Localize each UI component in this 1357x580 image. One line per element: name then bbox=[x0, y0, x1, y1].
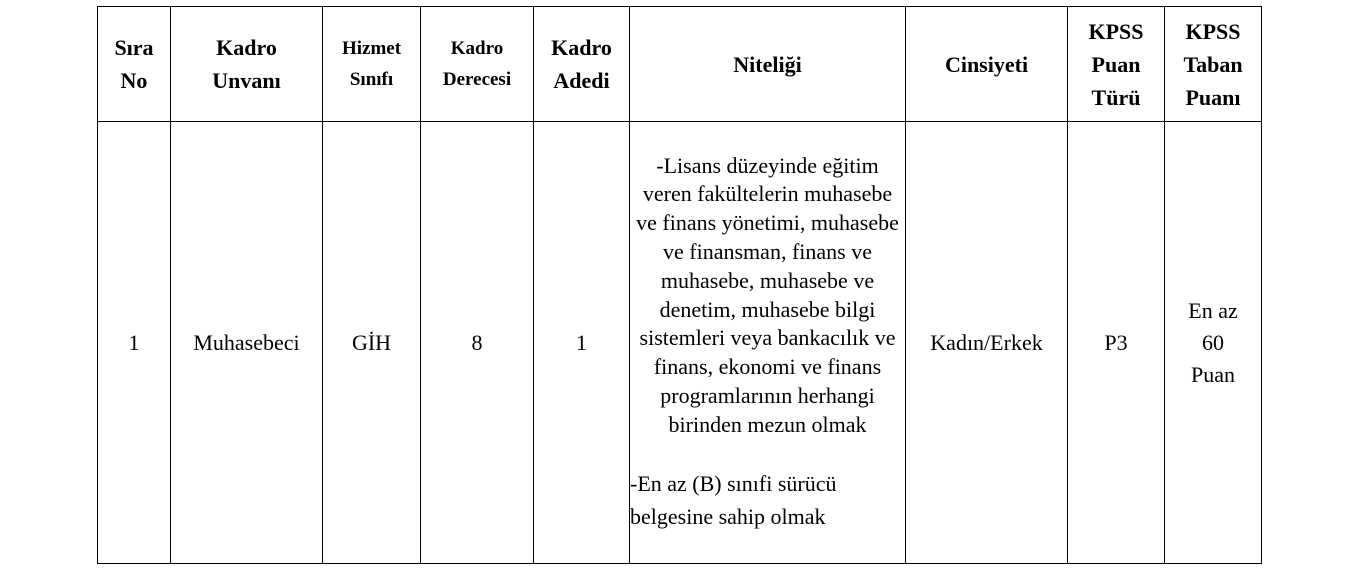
kadro-table bbox=[97, 6, 1262, 564]
cell-niteligi bbox=[630, 122, 906, 564]
header-sira-no bbox=[98, 7, 171, 122]
cell-cinsiyeti: Kadın/Erkek bbox=[906, 122, 1068, 564]
header-kadro-derecesi bbox=[421, 7, 534, 122]
header-kadro-adedi bbox=[534, 7, 630, 122]
cell-kpss-puan-turu: P3 bbox=[1068, 122, 1165, 564]
cell-kpss-taban-puani bbox=[1165, 122, 1262, 564]
header-hizmet-sinifi bbox=[323, 7, 421, 122]
header-kadro-adedi-text: Kadro Adedi bbox=[551, 35, 612, 93]
cell-kadro-unvani: Muhasebeci bbox=[171, 122, 323, 564]
header-niteligi: Niteliği bbox=[630, 7, 906, 122]
table-row bbox=[98, 122, 1262, 564]
cell-kadro-derecesi: 8 bbox=[421, 122, 534, 564]
niteligi-license-requirement: -En az (B) sınıfi sürücü belgesine sahip olmak bbox=[630, 471, 837, 530]
header-kadro-unvani bbox=[171, 7, 323, 122]
header-kpss-puan-turu bbox=[1068, 7, 1165, 122]
cell-sira-no: 1 bbox=[98, 122, 171, 564]
cell-hizmet-sinifi: GİH bbox=[323, 122, 421, 564]
header-kadro-unvani-text: Kadro Unvanı bbox=[212, 35, 281, 93]
header-sira-no-text: Sıra No bbox=[114, 35, 154, 93]
niteligi-education-requirement: -Lisans düzeyinde eğitim veren fakültelerin muhasebe ve finans yönetimi, muhasebe ve finansman, finans ve muhasebe, muhasebe ve denetim, muhasebe bilgi sistemleri veya bankacılık ve finans, ekonomi ve finans programlarının herhangi birinden mezun olmak bbox=[636, 152, 899, 437]
cell-kadro-adedi: 1 bbox=[534, 122, 630, 564]
table-header-row bbox=[98, 7, 1262, 122]
header-kpss-puan-turu-text: KPSS Puan Türü bbox=[1088, 18, 1144, 110]
header-kadro-derecesi-text: Kadro Derecesi bbox=[442, 38, 512, 90]
header-kpss-taban-puani-text: KPSS Taban Puanı bbox=[1183, 18, 1243, 110]
cell-kpss-taban-puani-text: En az 60 Puan bbox=[1188, 297, 1238, 387]
header-kpss-taban-puani bbox=[1165, 7, 1262, 122]
header-cinsiyeti: Cinsiyeti bbox=[906, 7, 1068, 122]
header-hizmet-sinifi-text: Hizmet Sınıfı bbox=[341, 38, 402, 90]
